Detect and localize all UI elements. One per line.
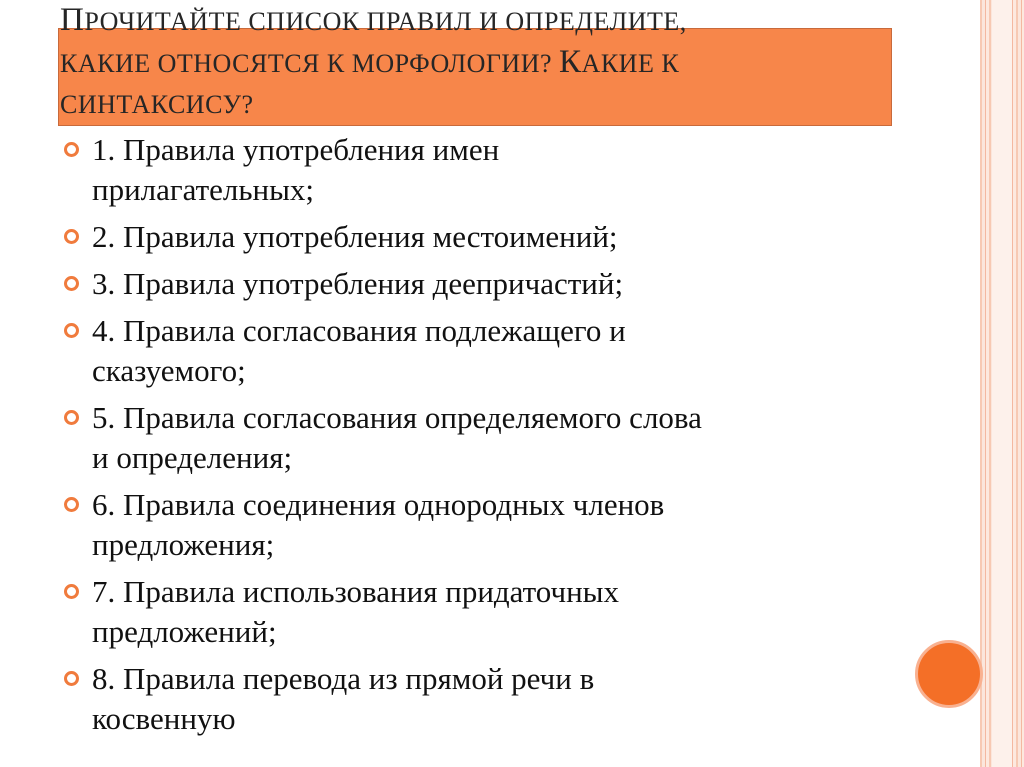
rule-text-continued: и определения; [92, 440, 293, 475]
rule-text: 7. Правила использования придаточных [92, 574, 619, 609]
rule-text: 1. Правила употребления имен [92, 132, 500, 167]
bullet-icon [64, 276, 79, 291]
list-item [62, 572, 882, 652]
rule-text-continued: косвенную [92, 701, 236, 736]
title-initial-letter: П [60, 2, 85, 38]
list-item [62, 130, 882, 210]
bullet-icon [64, 142, 79, 157]
rule-text: 6. Правила соединения однородных членов [92, 487, 665, 522]
title-line-2: КАКИЕ ОТНОСЯТСЯ К МОРФОЛОГИИ? [60, 49, 560, 78]
bullet-icon [64, 323, 79, 338]
slide-title [60, 0, 910, 125]
list-item [62, 659, 882, 739]
rule-text-continued: прилагательных; [92, 172, 315, 207]
decorative-stripe-band [992, 0, 1012, 767]
title-line-1: РОЧИТАЙТЕ СПИСОК ПРАВИЛ И ОПРЕДЕЛИТЕ, [84, 7, 687, 36]
bullet-icon [64, 410, 79, 425]
rule-text: 3. Правила употребления деепричастий; [92, 266, 624, 301]
rule-text-continued: предложений; [92, 614, 277, 649]
rule-text: 2. Правила употребления местоимений; [92, 219, 618, 254]
bullet-icon [64, 671, 79, 686]
title-line-2-end: АКИЕ К [581, 49, 680, 78]
title-line-2-capital: К [559, 44, 582, 80]
rule-text: 4. Правила согласования подлежащего и [92, 313, 626, 348]
bullet-icon [64, 497, 79, 512]
list-item [62, 217, 882, 257]
title-line-3: СИНТАКСИСУ? [60, 90, 254, 119]
decorative-circle [915, 640, 983, 708]
list-item [62, 398, 882, 478]
bullet-icon [64, 584, 79, 599]
list-item [62, 485, 882, 565]
bullet-icon [64, 229, 79, 244]
rules-list [62, 130, 882, 746]
rule-text-continued: предложения; [92, 527, 275, 562]
list-item [62, 311, 882, 391]
rule-text-continued: сказуемого; [92, 353, 246, 388]
rule-text: 8. Правила перевода из прямой речи в [92, 661, 595, 696]
list-item [62, 264, 882, 304]
rule-text: 5. Правила согласования определяемого слова [92, 400, 702, 435]
